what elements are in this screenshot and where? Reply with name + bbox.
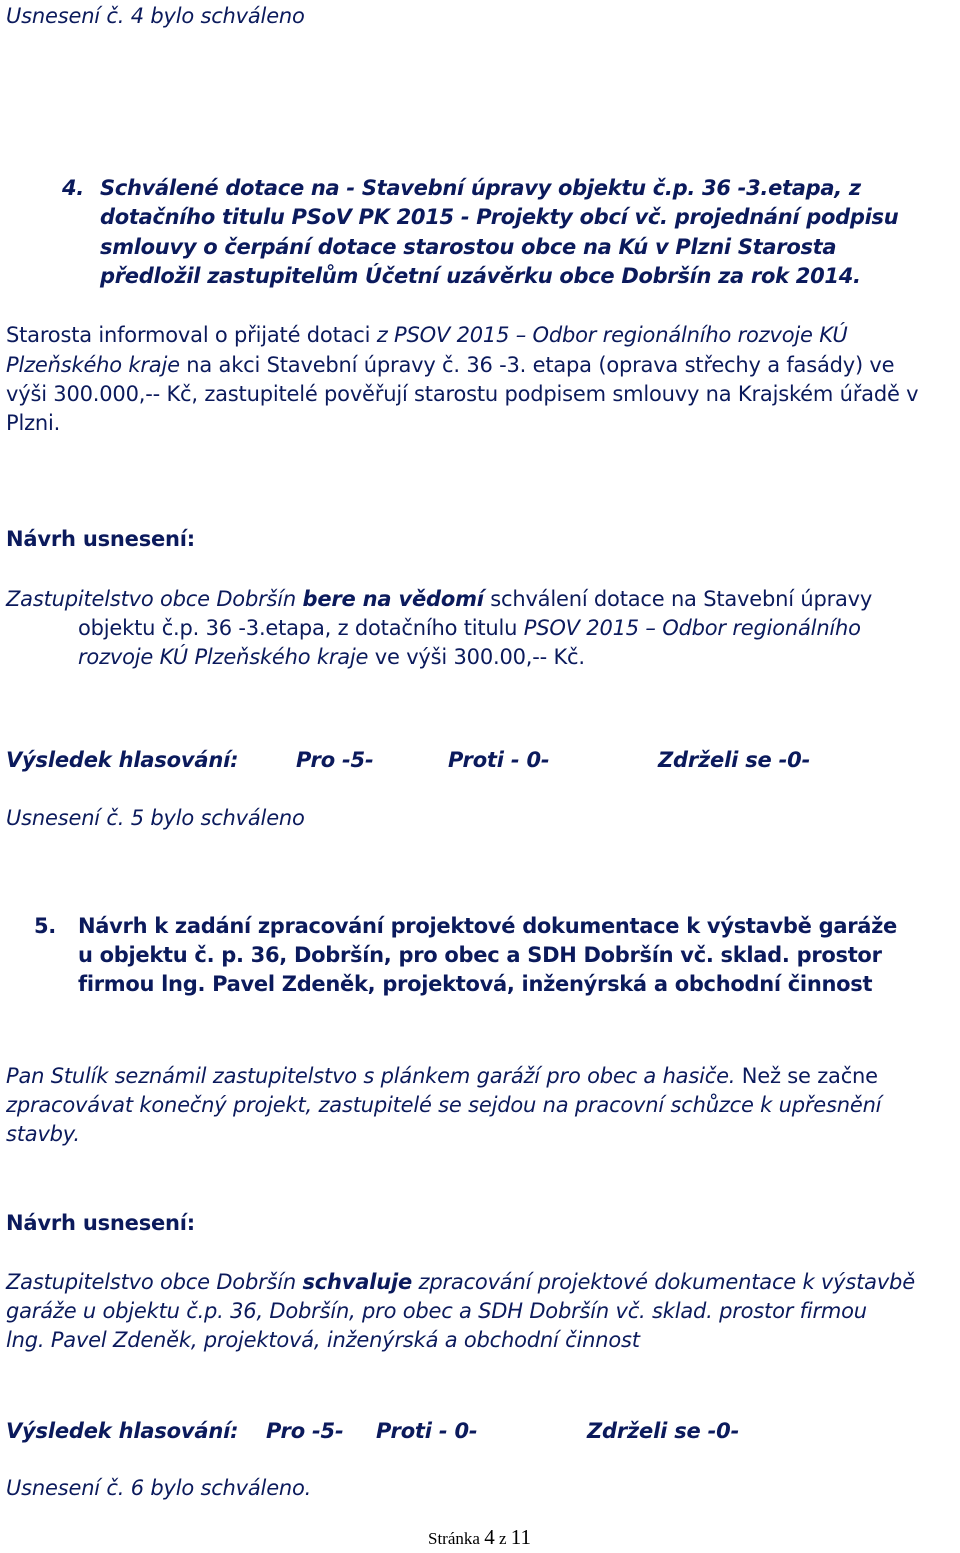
vote-result-label: Výsledek hlasování: <box>6 748 239 772</box>
approval-line-4: Usnesení č. 4 bylo schváleno <box>6 4 305 28</box>
info-4-line <box>6 350 894 380</box>
proposal-heading: Návrh usnesení: <box>6 527 195 551</box>
resolution-4-text: objektu č.p. 36 -3.etapa, z dotačního titulu <box>78 616 524 640</box>
item-4-heading-line: Schválené dotace na - Stavební úpravy objektu č.p. 36 -3.etapa, z <box>100 176 861 200</box>
info-5-text: Než se začne <box>735 1064 878 1088</box>
info-4-line: Plzni. <box>6 411 61 435</box>
vote-zdrzeli: Zdrželi se -0- <box>587 1419 740 1443</box>
info-5-line: zpracovávat konečný projekt, zastupitelé se sejdou na pracovní schůzce k upřesnění <box>6 1093 882 1117</box>
info-4-line <box>6 320 848 350</box>
footer-mid: z <box>494 1529 511 1548</box>
info-5-line <box>6 1061 878 1091</box>
footer-prefix: Stránka <box>428 1529 485 1548</box>
proposal-heading: Návrh usnesení: <box>6 1211 195 1235</box>
vote-proti: Proti - 0- <box>448 748 550 772</box>
info-4-italic-text: Plzeňského kraje <box>6 353 180 377</box>
approval-line-5: Usnesení č. 5 bylo schváleno <box>6 806 305 830</box>
resolution-5-text: Zastupitelstvo obce Dobršín <box>6 1270 303 1294</box>
resolution-4-text: ve výši 300.00,-- Kč. <box>368 645 585 669</box>
page-footer <box>428 1525 531 1550</box>
info-4-italic-text: z PSOV 2015 – Odbor regionálního rozvoje KÚ <box>376 323 848 347</box>
item-5-heading-line: firmou lng. Pavel Zdeněk, projektová, inženýrská a obchodní činnost <box>78 972 873 996</box>
resolution-4-italic-text: Zastupitelstvo obce Dobršín <box>6 587 303 611</box>
item-5-heading-line: Návrh k zadání zpracování projektové dokumentace k výstavbě garáže <box>78 914 897 938</box>
info-4-text: Starosta informoval o přijaté dotaci <box>6 323 377 347</box>
resolution-5-line: garáže u objektu č.p. 36, Dobršín, pro obec a SDH Dobršín vč. sklad. prostor firmou <box>6 1299 867 1323</box>
resolution-5-bold-text: schvaluje <box>302 1270 413 1294</box>
resolution-4-line <box>78 642 585 672</box>
item-4-heading-line: předložil zastupitelům Účetní uzávěrku obce Dobršín za rok 2014. <box>100 264 861 288</box>
footer-page-number: 4 <box>484 1525 495 1549</box>
footer-page-total: 11 <box>510 1525 531 1549</box>
resolution-4-line <box>78 613 861 643</box>
approval-line-6: Usnesení č. 6 bylo schváleno. <box>6 1476 312 1500</box>
resolution-4-italic-text: rozvoje KÚ Plzeňského kraje <box>78 645 369 669</box>
vote-zdrzeli: Zdrželi se -0- <box>658 748 811 772</box>
vote-pro: Pro -5- <box>266 1419 344 1443</box>
info-5-line: stavby. <box>6 1122 80 1146</box>
item-4-heading-line: dotačního titulu PSoV PK 2015 - Projekty obcí vč. projednání podpisu <box>100 205 899 229</box>
item-4-number: 4. <box>62 176 84 200</box>
vote-result-label: Výsledek hlasování: <box>6 1419 239 1443</box>
resolution-5-text: zpracování projektové dokumentace k výstavbě <box>412 1270 915 1294</box>
item-5-number: 5. <box>34 914 56 938</box>
vote-proti: Proti - 0- <box>376 1419 478 1443</box>
item-4-heading-line: smlouvy o čerpání dotace starostou obce na Kú v Plzni Starosta <box>100 235 837 259</box>
resolution-4-line <box>6 584 872 614</box>
resolution-5-line <box>6 1267 915 1297</box>
info-5-italic-text: Pan Stulík seznámil zastupitelstvo s plánkem garáží pro obec a hasiče. <box>6 1064 736 1088</box>
item-5-heading-line: u objektu č. p. 36, Dobršín, pro obec a SDH Dobršín vč. sklad. prostor <box>78 943 882 967</box>
resolution-4-italic-text: PSOV 2015 – Odbor regionálního <box>523 616 861 640</box>
resolution-4-text: schválení dotace na Stavební úpravy <box>483 587 873 611</box>
resolution-5-line: lng. Pavel Zdeněk, projektová, inženýrská a obchodní činnost <box>6 1328 640 1352</box>
vote-pro: Pro -5- <box>296 748 374 772</box>
info-4-text: na akci Stavební úpravy č. 36 -3. etapa (oprava střechy a fasády) ve <box>179 353 895 377</box>
resolution-4-bold-text: bere na vědomí <box>302 587 484 611</box>
info-4-line: výši 300.000,-- Kč, zastupitelé pověřují starostu podpisem smlouvy na Krajském úřadě v <box>6 382 919 406</box>
